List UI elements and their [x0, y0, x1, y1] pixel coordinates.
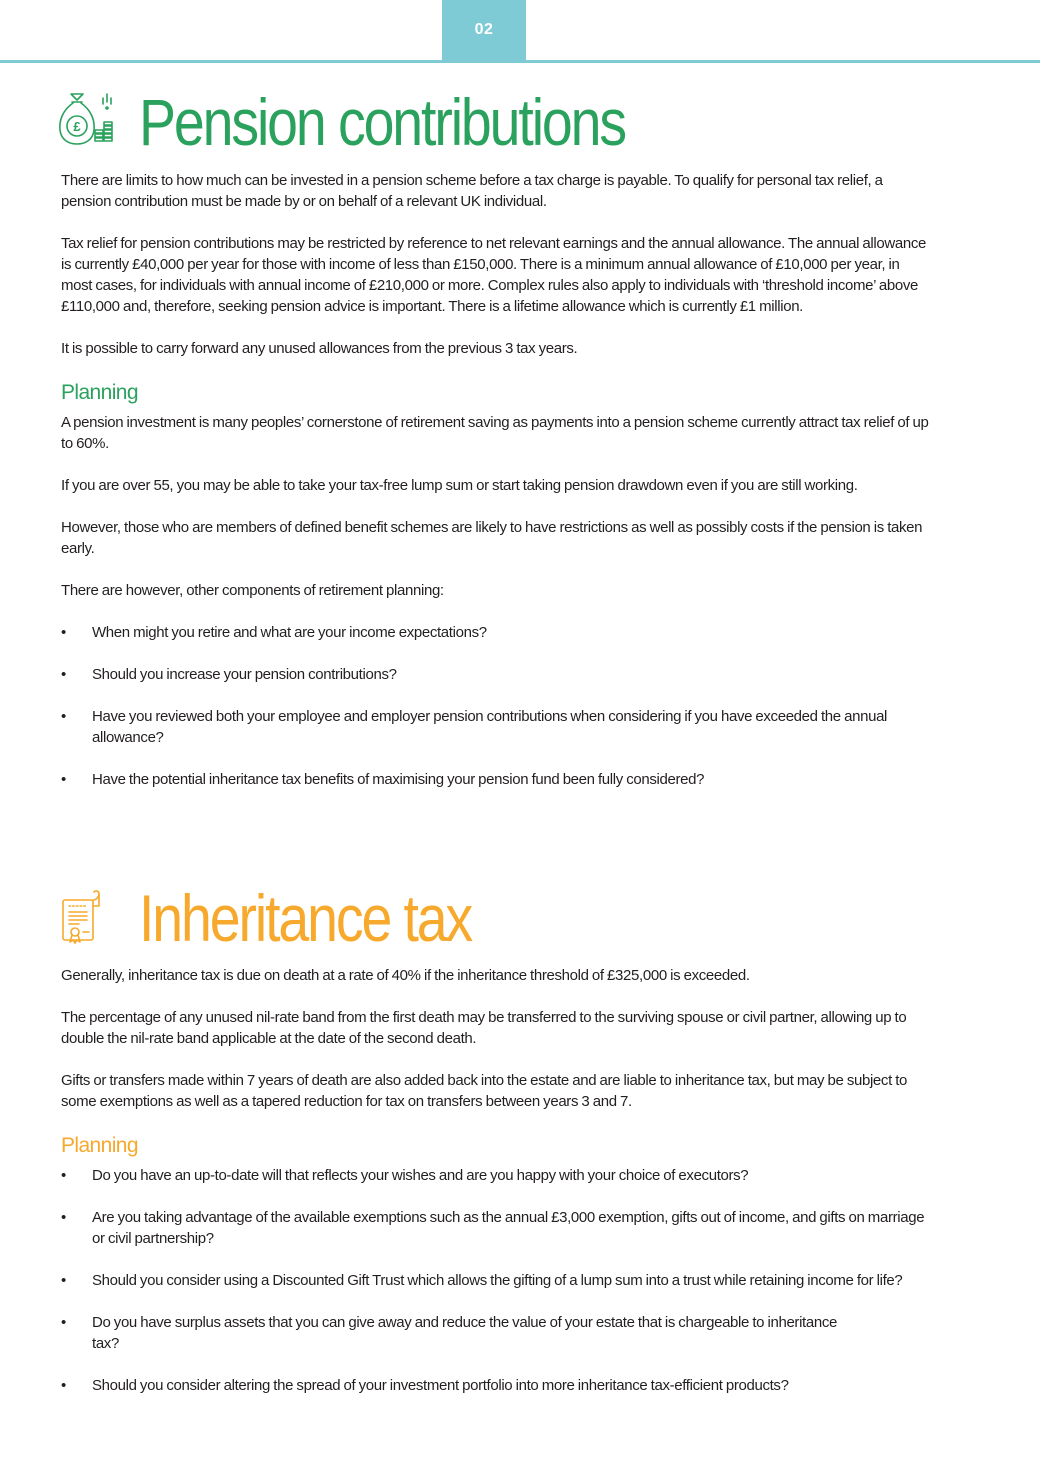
pension-body [61, 170, 931, 790]
pension-paragraph: Tax relief for pension contributions may be restricted by reference to net relevant earnings and the annual allowance. The annual allowance is currently £40,000 per year for those with income of less than £150,000. There is a minimum annual allowance of £10,000 per year, in most cases, for individuals with annual income of £210,000 or more. Complex rules also apply to individuals with ‘threshold income’ above £110,000 and, therefore, seeking pension advice is important. There is a lifetime allowance which is currently £1 million. [61, 235, 926, 315]
pension-title: Pension contributions [139, 85, 625, 159]
inheritance-body [61, 965, 931, 1396]
inheritance-paragraph: Generally, inheritance tax is due on death at a rate of 40% if the inheritance threshold of £325,000 is exceeded. [61, 967, 750, 984]
inheritance-paragraph: Gifts or transfers made within 7 years of death are also added back into the estate and are liable to inheritance tax, but may be subject to some exemptions as well as a tapered reduction for tax on transfers between years 3 and 7. [61, 1072, 908, 1110]
will-document-certificate-icon [57, 886, 117, 948]
pension-planning-heading: Planning [61, 381, 138, 404]
pension-planning-paragraph: If you are over 55, you may be able to take your tax-free lump sum or start taking pension drawdown even if you are still working. [61, 477, 858, 494]
pension-planning-paragraph: However, those who are members of defined benefit schemes are likely to have restrictions as well as possibly costs if the pension is taken early. [61, 519, 923, 557]
page-number: 02 [474, 21, 494, 38]
list-item: • Have the potential inheritance tax benefits of maximising your pension fund been fully considered? [61, 769, 931, 790]
inheritance-paragraph: The percentage of any unused nil-rate band from the first death may be transferred to the surviving spouse or civil partner, allowing up to double the nil-rate band applicable at the date of the second death. [61, 1009, 907, 1047]
pension-planning-paragraph: A pension investment is many peoples’ cornerstone of retirement saving as payments into a pension scheme currently attract tax relief of up to 60%. [61, 414, 929, 452]
list-item: • Should you increase your pension contributions? [61, 664, 931, 685]
svg-text:£: £ [73, 119, 81, 134]
pension-planning-paragraph: There are however, other components of retirement planning: [61, 582, 444, 599]
list-item: • Do you have surplus assets that you can give away and reduce the value of your estate that is chargeable to inheritance tax? [61, 1312, 861, 1354]
inheritance-title: Inheritance tax [139, 881, 472, 955]
money-bag-coins-icon [57, 90, 117, 152]
pension-section [61, 82, 931, 811]
pension-paragraph: There are limits to how much can be invested in a pension scheme before a tax charge is payable. To qualify for personal tax relief, a pension contribution must be made by or on behalf of a relevant UK individual. [61, 172, 883, 210]
list-item: • When might you retire and what are your income expectations? [61, 622, 931, 643]
pension-paragraph: It is possible to carry forward any unused allowances from the previous 3 tax years. [61, 340, 578, 357]
inheritance-header [61, 878, 931, 960]
list-item: • Are you taking advantage of the available exemptions such as the annual £3,000 exemption, gifts out of income, and gifts on marriage or civil partnership? [61, 1207, 931, 1249]
inheritance-planning-list [61, 1165, 931, 1396]
inheritance-planning-heading: Planning [61, 1134, 138, 1157]
pension-planning-list [61, 622, 931, 790]
list-item: • Do you have an up-to-date will that reflects your wishes and are you happy with your choice of executors? [61, 1165, 931, 1186]
pension-header [61, 82, 931, 164]
header-rule [0, 60, 1040, 63]
list-item: • Should you consider using a Discounted Gift Trust which allows the gifting of a lump sum into a trust while retaining income for life? [61, 1270, 931, 1291]
list-item: • Should you consider altering the spread of your investment portfolio into more inheritance tax-efficient products? [61, 1375, 931, 1396]
page-number-tab [442, 0, 526, 60]
list-item: • Have you reviewed both your employee and employer pension contributions when considering if you have exceeded the annual allowance? [61, 706, 931, 748]
inheritance-section [61, 878, 931, 1417]
